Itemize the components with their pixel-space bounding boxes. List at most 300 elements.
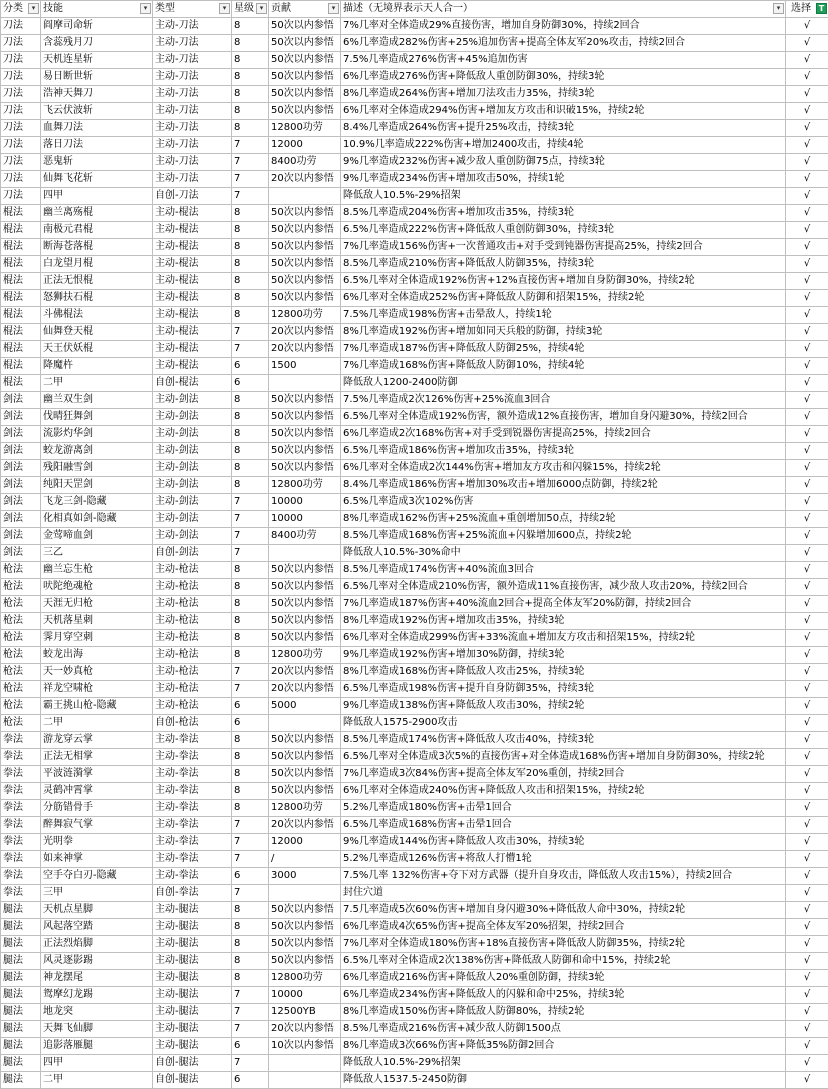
table-row[interactable] [1,562,828,579]
cell-description: 7.5%几率造成276%伤害+45%追加伤害 [341,52,786,69]
cell-star: 6 [232,375,269,392]
cell-skill: 醉舞寂气掌 [41,817,153,834]
table-row[interactable] [1,1004,828,1021]
cell-star: 8 [232,103,269,120]
cell-select-checkmark[interactable]: √ [786,1004,828,1021]
cell-star: 8 [232,307,269,324]
cell-contribution: 5000 [269,698,341,715]
table-row[interactable] [1,18,828,35]
table-row[interactable] [1,579,828,596]
cell-select-checkmark[interactable]: √ [786,18,828,35]
table-row[interactable] [1,800,828,817]
cell-contribution: 12800功劳 [269,477,341,494]
table-row[interactable] [1,885,828,902]
cell-select-checkmark[interactable]: √ [786,749,828,766]
cell-select-checkmark[interactable]: √ [786,902,828,919]
cell-description: 6%几率造成234%伤害+降低敌人的闪躲和命中25%，持续3轮 [341,987,786,1004]
table-row[interactable] [1,375,828,392]
cell-star: 7 [232,851,269,868]
header-type[interactable] [153,1,232,18]
cell-skill: 四甲 [41,1055,153,1072]
cell-description: 9%几率造成144%伤害+降低敌人攻击30%，持续3轮 [341,834,786,851]
cell-select-checkmark[interactable]: √ [786,698,828,715]
header-select[interactable] [786,1,828,18]
cell-star: 7 [232,1004,269,1021]
table-row[interactable] [1,1021,828,1038]
cell-select-checkmark[interactable]: √ [786,256,828,273]
cell-description: 7%几率对全体造成29%直接伤害，增加自身防御30%，持续2回合 [341,18,786,35]
cell-description: 8%几率造成162%伤害+25%流血+重创增加50点，持续2轮 [341,511,786,528]
header-label: 分类 [3,3,23,14]
cell-category: 棍法 [1,375,41,392]
cell-skill: 白龙望月棍 [41,256,153,273]
cell-select-checkmark[interactable]: √ [786,307,828,324]
cell-skill: 怒狮扶石棍 [41,290,153,307]
cell-skill: 伐晴狂舞剑 [41,409,153,426]
cell-select-checkmark[interactable]: √ [786,528,828,545]
cell-select-checkmark[interactable]: √ [786,324,828,341]
table-row[interactable] [1,358,828,375]
cell-description: 降低敌人10.5%-29%招架 [341,188,786,205]
cell-description: 6%几率造成216%伤害+降低敌人20%重创防御，持续3轮 [341,970,786,987]
cell-type: 主动-剑法 [153,494,232,511]
cell-select-checkmark[interactable]: √ [786,426,828,443]
cell-type: 主动-拳法 [153,800,232,817]
cell-description: 5.2%几率造成180%伤害+击晕1回合 [341,800,786,817]
cell-select-checkmark[interactable]: √ [786,375,828,392]
header-description[interactable] [341,1,786,18]
cell-contribution: / [269,851,341,868]
table-row[interactable] [1,868,828,885]
cell-contribution: 1500 [269,358,341,375]
cell-contribution: 50次以内参悟 [269,766,341,783]
cell-description: 8%几率造成192%伤害+增加攻击35%，持续3轮 [341,613,786,630]
cell-skill: 金莺啼血剑 [41,528,153,545]
table-row[interactable] [1,477,828,494]
header-skill[interactable] [41,1,153,18]
cell-contribution: 50次以内参悟 [269,69,341,86]
table-row[interactable] [1,970,828,987]
cell-category: 腿法 [1,953,41,970]
cell-type: 主动-棍法 [153,273,232,290]
cell-category: 刀法 [1,137,41,154]
cell-description: 7%几率造成3次84%伤害+提高全体友军20%重创，持续2回合 [341,766,786,783]
cell-select-checkmark[interactable]: √ [786,987,828,1004]
cell-skill: 分筋错骨手 [41,800,153,817]
cell-category: 枪法 [1,630,41,647]
table-row[interactable] [1,171,828,188]
table-row[interactable] [1,188,828,205]
table-row[interactable] [1,239,828,256]
cell-select-checkmark[interactable]: √ [786,86,828,103]
cell-type: 主动-棍法 [153,341,232,358]
cell-select-checkmark[interactable]: √ [786,239,828,256]
cell-select-checkmark[interactable]: √ [786,103,828,120]
cell-type: 主动-刀法 [153,35,232,52]
cell-type: 主动-刀法 [153,120,232,137]
cell-select-checkmark[interactable]: √ [786,1055,828,1072]
cell-category: 棍法 [1,239,41,256]
cell-star: 8 [232,120,269,137]
cell-type: 主动-枪法 [153,664,232,681]
cell-select-checkmark[interactable]: √ [786,579,828,596]
cell-contribution: 20次以内参悟 [269,324,341,341]
header-category[interactable] [1,1,41,18]
cell-contribution: 50次以内参悟 [269,205,341,222]
cell-select-checkmark[interactable]: √ [786,341,828,358]
cell-star: 8 [232,205,269,222]
cell-type: 主动-拳法 [153,851,232,868]
cell-category: 拳法 [1,732,41,749]
cell-type: 主动-刀法 [153,86,232,103]
table-row[interactable] [1,749,828,766]
header-star[interactable] [232,1,269,18]
table-row[interactable] [1,409,828,426]
cell-contribution: 10000 [269,494,341,511]
cell-skill: 血舞刀法 [41,120,153,137]
dropdown-arrow-icon[interactable]: ▾ [256,3,267,14]
table-row[interactable] [1,154,828,171]
cell-description: 降低敌人1575-2900攻击 [341,715,786,732]
cell-description: 6%几率对全体造成294%伤害+增加友方攻击和识破15%，持续2轮 [341,103,786,120]
cell-description: 6%几率造成2次168%伤害+对手受到锐器伤害提高25%，持续2回合 [341,426,786,443]
cell-skill: 光明拳 [41,834,153,851]
cell-star: 7 [232,528,269,545]
cell-select-checkmark[interactable]: √ [786,562,828,579]
cell-select-checkmark[interactable]: √ [786,919,828,936]
cell-skill: 阎摩司命斩 [41,18,153,35]
cell-type: 主动-棍法 [153,222,232,239]
cell-skill: 天涯无归枪 [41,596,153,613]
cell-select-checkmark[interactable]: √ [786,664,828,681]
cell-type: 主动-枪法 [153,698,232,715]
table-row[interactable] [1,443,828,460]
table-row[interactable] [1,341,828,358]
cell-skill: 二甲 [41,1072,153,1089]
cell-select-checkmark[interactable]: √ [786,1072,828,1089]
cell-description: 7%几率造成187%伤害+降低敌人防御25%，持续4轮 [341,341,786,358]
cell-type: 主动-刀法 [153,52,232,69]
cell-contribution: 50次以内参悟 [269,443,341,460]
cell-select-checkmark[interactable]: √ [786,35,828,52]
table-row[interactable] [1,630,828,647]
cell-select-checkmark[interactable]: √ [786,715,828,732]
cell-select-checkmark[interactable]: √ [786,613,828,630]
cell-category: 棍法 [1,273,41,290]
table-row[interactable] [1,987,828,1004]
cell-select-checkmark[interactable]: √ [786,120,828,137]
cell-category: 腿法 [1,1038,41,1055]
dropdown-arrow-icon[interactable]: ▾ [28,3,39,14]
cell-skill: 正法无相掌 [41,749,153,766]
table-row[interactable] [1,460,828,477]
cell-select-checkmark[interactable]: √ [786,732,828,749]
cell-star: 6 [232,358,269,375]
cell-skill: 仙舞登天棍 [41,324,153,341]
cell-star: 7 [232,885,269,902]
cell-select-checkmark[interactable]: √ [786,1021,828,1038]
cell-skill: 天机落星刺 [41,613,153,630]
table-row[interactable] [1,851,828,868]
cell-category: 刀法 [1,86,41,103]
cell-select-checkmark[interactable]: √ [786,171,828,188]
cell-type: 自创-棍法 [153,375,232,392]
cell-skill: 化相真如剑-隐藏 [41,511,153,528]
cell-star: 8 [232,443,269,460]
table-row[interactable] [1,205,828,222]
cell-type: 主动-腿法 [153,1021,232,1038]
cell-skill: 正法无恨棍 [41,273,153,290]
table-row[interactable] [1,137,828,154]
cell-select-checkmark[interactable]: √ [786,443,828,460]
cell-contribution: 50次以内参悟 [269,919,341,936]
cell-description: 6.5%几率对全体造成3次5%的直接伤害+对全体造成168%伤害+增加自身防御30%，持续2轮 [341,749,786,766]
cell-select-checkmark[interactable]: √ [786,936,828,953]
cell-select-checkmark[interactable]: √ [786,783,828,800]
table-row[interactable] [1,324,828,341]
cell-description: 降低敌人1537.5-2450防御 [341,1072,786,1089]
cell-star: 8 [232,273,269,290]
table-row[interactable] [1,783,828,800]
cell-description: 7%几率造成187%伤害+40%流血2回合+提高全体友军20%防御，持续2回合 [341,596,786,613]
cell-skill: 如来神掌 [41,851,153,868]
cell-contribution [269,375,341,392]
cell-star: 8 [232,902,269,919]
cell-type: 自创-腿法 [153,1072,232,1089]
cell-select-checkmark[interactable]: √ [786,205,828,222]
cell-description: 6%几率对全体造成299%伤害+33%流血+增加友方攻击和招架15%，持续2轮 [341,630,786,647]
cell-select-checkmark[interactable]: √ [786,545,828,562]
dropdown-arrow-icon[interactable]: ▾ [328,3,339,14]
cell-skill: 神龙摆尾 [41,970,153,987]
table-row[interactable] [1,528,828,545]
table-row[interactable] [1,545,828,562]
table-row[interactable] [1,511,828,528]
cell-description: 8.5%几率造成168%伤害+25%流血+闪躲增加600点，持续2轮 [341,528,786,545]
cell-select-checkmark[interactable]: √ [786,681,828,698]
cell-category: 剑法 [1,426,41,443]
cell-select-checkmark[interactable]: √ [786,460,828,477]
cell-type: 主动-棍法 [153,307,232,324]
cell-skill: 吠陀绝魂枪 [41,579,153,596]
table-row[interactable] [1,766,828,783]
cell-category: 枪法 [1,647,41,664]
cell-star: 8 [232,562,269,579]
cell-contribution: 50次以内参悟 [269,35,341,52]
cell-category: 棍法 [1,341,41,358]
cell-contribution: 50次以内参悟 [269,392,341,409]
cell-select-checkmark[interactable]: √ [786,817,828,834]
cell-select-checkmark[interactable]: √ [786,290,828,307]
cell-select-checkmark[interactable]: √ [786,188,828,205]
table-row[interactable] [1,817,828,834]
cell-star: 8 [232,426,269,443]
cell-description: 8.5%几率造成174%伤害+40%流血3回合 [341,562,786,579]
cell-description: 8%几率造成150%伤害+降低敌人防御80%，持续2轮 [341,1004,786,1021]
table-row[interactable] [1,936,828,953]
dropdown-arrow-icon[interactable]: ▾ [219,3,230,14]
cell-type: 主动-棍法 [153,358,232,375]
cell-select-checkmark[interactable]: √ [786,834,828,851]
cell-select-checkmark[interactable]: √ [786,273,828,290]
cell-select-checkmark[interactable]: √ [786,392,828,409]
cell-skill: 幽兰双生剑 [41,392,153,409]
cell-select-checkmark[interactable]: √ [786,511,828,528]
cell-category: 拳法 [1,817,41,834]
cell-contribution: 50次以内参悟 [269,409,341,426]
table-row[interactable] [1,1072,828,1089]
table-row[interactable] [1,834,828,851]
cell-select-checkmark[interactable]: √ [786,766,828,783]
cell-select-checkmark[interactable]: √ [786,494,828,511]
cell-star: 7 [232,494,269,511]
cell-type: 主动-刀法 [153,137,232,154]
cell-contribution: 10次以内参悟 [269,1038,341,1055]
cell-skill: 游龙穿云掌 [41,732,153,749]
cell-contribution [269,188,341,205]
cell-category: 拳法 [1,851,41,868]
cell-type: 主动-棍法 [153,324,232,341]
cell-description: 7.5%几率造成198%伤害+击晕敌人，持续1轮 [341,307,786,324]
cell-select-checkmark[interactable]: √ [786,477,828,494]
cell-type: 主动-枪法 [153,647,232,664]
cell-select-checkmark[interactable]: √ [786,409,828,426]
cell-select-checkmark[interactable]: √ [786,800,828,817]
cell-select-checkmark[interactable]: √ [786,222,828,239]
table-row[interactable] [1,222,828,239]
table-row[interactable] [1,902,828,919]
cell-description: 6.5%几率造成168%伤害+击晕1回合 [341,817,786,834]
cell-description: 9%几率造成232%伤害+减少敌人重创防御75点，持续3轮 [341,154,786,171]
cell-skill: 二甲 [41,715,153,732]
cell-category: 剑法 [1,477,41,494]
cell-select-checkmark[interactable]: √ [786,358,828,375]
cell-contribution: 12800功劳 [269,800,341,817]
cell-star: 8 [232,409,269,426]
cell-star: 7 [232,137,269,154]
dropdown-arrow-icon[interactable]: ▾ [140,3,151,14]
cell-select-checkmark[interactable]: √ [786,970,828,987]
cell-contribution [269,885,341,902]
table-row[interactable] [1,273,828,290]
table-row[interactable] [1,698,828,715]
cell-skill: 蛟龙游离剑 [41,443,153,460]
table-row[interactable] [1,86,828,103]
table-row[interactable] [1,426,828,443]
header-label: 类型 [155,3,175,14]
table-row[interactable] [1,392,828,409]
cell-skill: 天一妙真枪 [41,664,153,681]
table-row[interactable] [1,613,828,630]
table-row[interactable] [1,715,828,732]
dropdown-arrow-icon[interactable]: ▾ [773,3,784,14]
cell-select-checkmark[interactable]: √ [786,137,828,154]
cell-skill: 鸳摩幻龙踢 [41,987,153,1004]
table-row[interactable] [1,1038,828,1055]
table-row[interactable] [1,732,828,749]
cell-description: 8.4%几率造成186%伤害+增加30%攻击+增加6000点防御，持续2轮 [341,477,786,494]
cell-select-checkmark[interactable]: √ [786,1038,828,1055]
cell-select-checkmark[interactable]: √ [786,154,828,171]
table-row[interactable] [1,52,828,69]
table-row[interactable] [1,307,828,324]
cell-skill: 二甲 [41,375,153,392]
cell-contribution: 12800功劳 [269,120,341,137]
cell-category: 腿法 [1,919,41,936]
table-row[interactable] [1,953,828,970]
cell-select-checkmark[interactable]: √ [786,868,828,885]
cell-category: 枪法 [1,681,41,698]
cell-contribution: 20次以内参悟 [269,171,341,188]
cell-select-checkmark[interactable]: √ [786,647,828,664]
cell-contribution: 50次以内参悟 [269,783,341,800]
cell-category: 刀法 [1,69,41,86]
cell-star: 8 [232,800,269,817]
cell-description: 7.5%几率造成2次126%伤害+25%流血3回合 [341,392,786,409]
cell-skill: 斗佛棍法 [41,307,153,324]
cell-select-checkmark[interactable]: √ [786,851,828,868]
cell-type: 主动-枪法 [153,596,232,613]
cell-select-checkmark[interactable]: √ [786,596,828,613]
cell-contribution [269,715,341,732]
cell-star: 8 [232,783,269,800]
cell-select-checkmark[interactable]: √ [786,69,828,86]
table-row[interactable] [1,69,828,86]
cell-description: 降低敌人1200-2400防御 [341,375,786,392]
cell-description: 降低敌人10.5%-30%命中 [341,545,786,562]
table-row[interactable] [1,1055,828,1072]
cell-contribution: 50次以内参悟 [269,290,341,307]
table-row[interactable] [1,290,828,307]
cell-star: 7 [232,511,269,528]
cell-skill: 地龙突 [41,1004,153,1021]
table-row[interactable] [1,103,828,120]
table-row[interactable] [1,681,828,698]
cell-description: 5.2%几率造成126%伤害+将敌人打懵1轮 [341,851,786,868]
cell-skill: 恶鬼斩 [41,154,153,171]
header-contribution[interactable] [269,1,341,18]
header-label: 星级 [234,3,254,14]
filter-active-icon[interactable]: T [816,3,827,14]
cell-category: 腿法 [1,1021,41,1038]
table-row[interactable] [1,35,828,52]
table-row[interactable] [1,120,828,137]
cell-select-checkmark[interactable]: √ [786,885,828,902]
cell-contribution: 50次以内参悟 [269,52,341,69]
cell-category: 刀法 [1,171,41,188]
cell-select-checkmark[interactable]: √ [786,52,828,69]
table-row[interactable] [1,647,828,664]
table-row[interactable] [1,919,828,936]
cell-description: 封住穴道 [341,885,786,902]
cell-category: 腿法 [1,1055,41,1072]
cell-type: 主动-枪法 [153,681,232,698]
cell-star: 8 [232,477,269,494]
table-row[interactable] [1,256,828,273]
cell-select-checkmark[interactable]: √ [786,630,828,647]
table-row[interactable] [1,664,828,681]
table-row[interactable] [1,494,828,511]
cell-contribution: 50次以内参悟 [269,902,341,919]
table-row[interactable] [1,596,828,613]
cell-category: 棍法 [1,290,41,307]
cell-category: 棍法 [1,324,41,341]
cell-select-checkmark[interactable]: √ [786,953,828,970]
cell-star: 7 [232,664,269,681]
cell-description: 8.5%几率造成174%伤害+降低敌人攻击40%，持续3轮 [341,732,786,749]
cell-type: 主动-拳法 [153,817,232,834]
cell-type: 主动-刀法 [153,69,232,86]
